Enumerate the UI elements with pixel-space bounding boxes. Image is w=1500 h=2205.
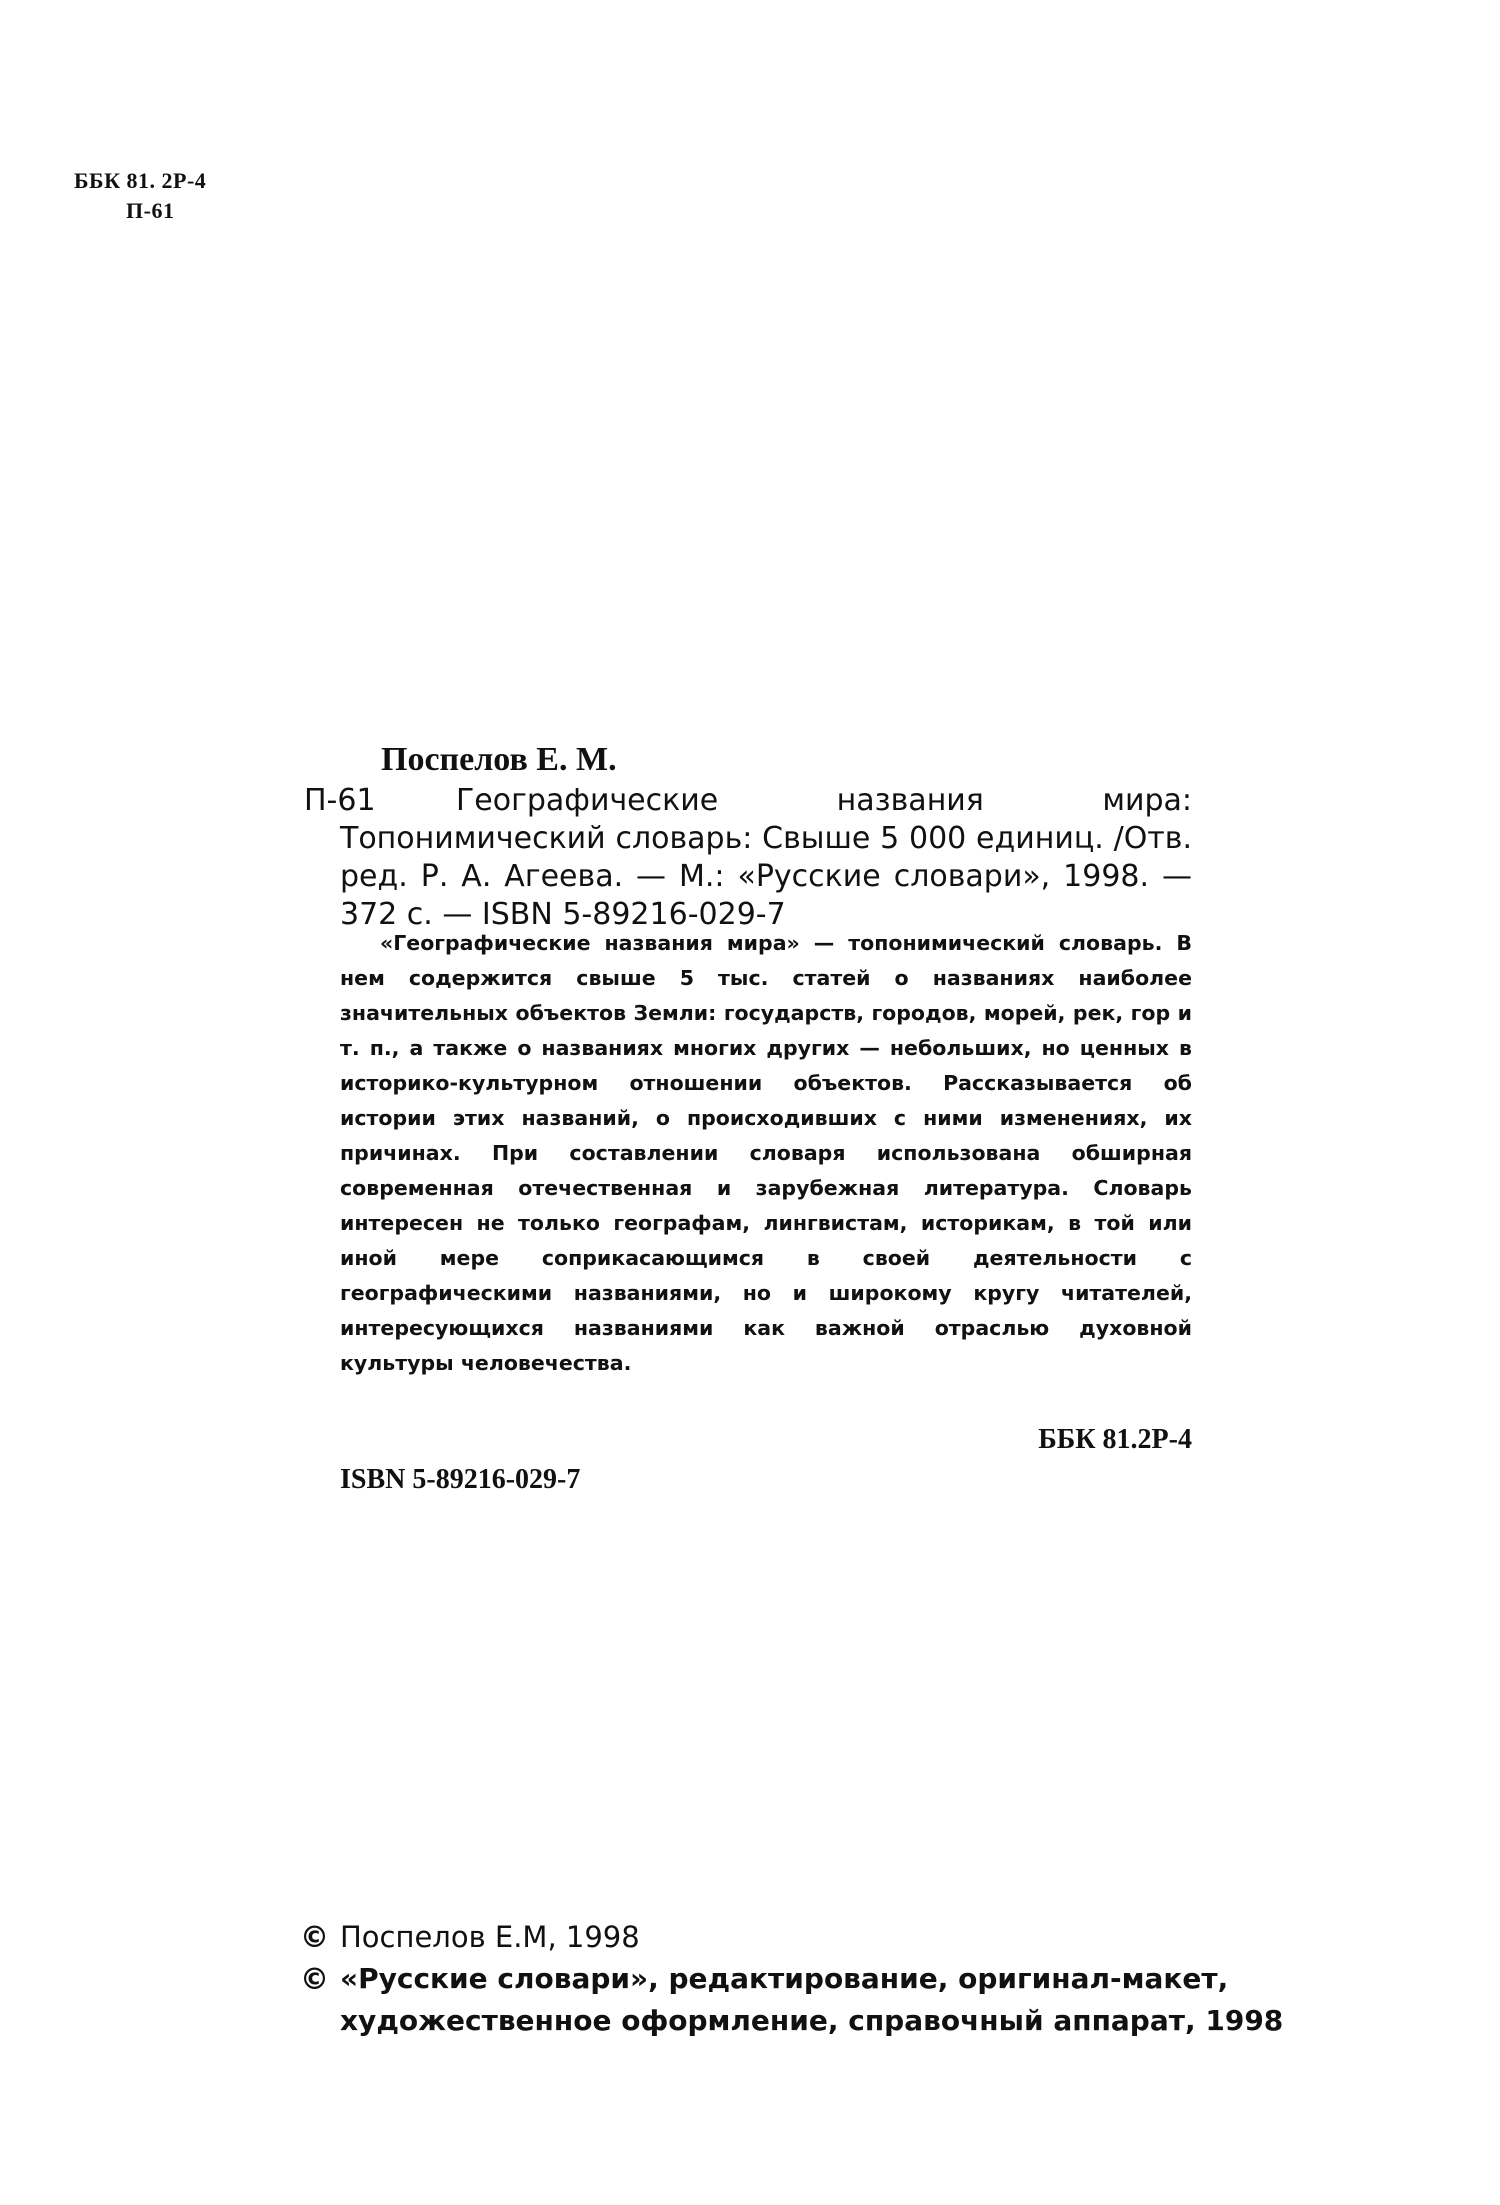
bibliographic-description: Географические названия мира: Топонимический словарь: Свыше 5 000 единиц. /Отв. ред. Р. А. Агеева. — М.: «Русские словари», 1998. — 372 с. — ISBN 5-89216-029-7 — [340, 783, 1192, 932]
copyright-line-publisher — [300, 1958, 1430, 2042]
copyright-author-text: Поспелов Е.М, 1998 — [340, 1920, 640, 1954]
catalog-number: П-61 — [304, 783, 376, 818]
copyright-line-author — [300, 1916, 1430, 1958]
bbk-classification: ББК 81.2Р-4 — [1038, 1424, 1192, 1455]
author-name: Поспелов Е. М. — [381, 741, 617, 778]
isbn-number: ISBN 5-89216-029-7 — [340, 1464, 581, 1495]
copyright-icon: © — [300, 1920, 329, 1954]
bbk-index: ББК 81. 2Р-4 — [74, 168, 207, 193]
copyright-block — [300, 1916, 1430, 2042]
annotation-text: «Географические названия мира» — топонимический словарь. В нем содержится свыше 5 тыс. статей о названиях наиболее значительных объектов Земли: государств, городов, морей, рек, гор и т. п., а также о названиях многих других — небольших, но ценных в историко-культурном отношении объектов. Рассказывается об истории этих названий, о происходивших с ними изменениях, их причинах. При составлении словаря использована обширная современная отечественная и зарубежная литература. Словарь интересен не только географам, лингвистам, историкам, в той или иной мере соприкасающимся в своей деятельности с географическими названиями, но и широкому кругу читателей, интересующихся названиями как важной отраслью духовной культуры человечества. — [340, 931, 1192, 1375]
copyright-icon: © — [300, 1962, 329, 1996]
author-mark: П-61 — [126, 198, 175, 223]
copyright-publisher-text: «Русские словари», редактирование, оригинал-макет, художественное оформление, справочный аппарат, 1998 — [340, 1962, 1284, 2037]
bbk-code-header — [74, 166, 206, 226]
